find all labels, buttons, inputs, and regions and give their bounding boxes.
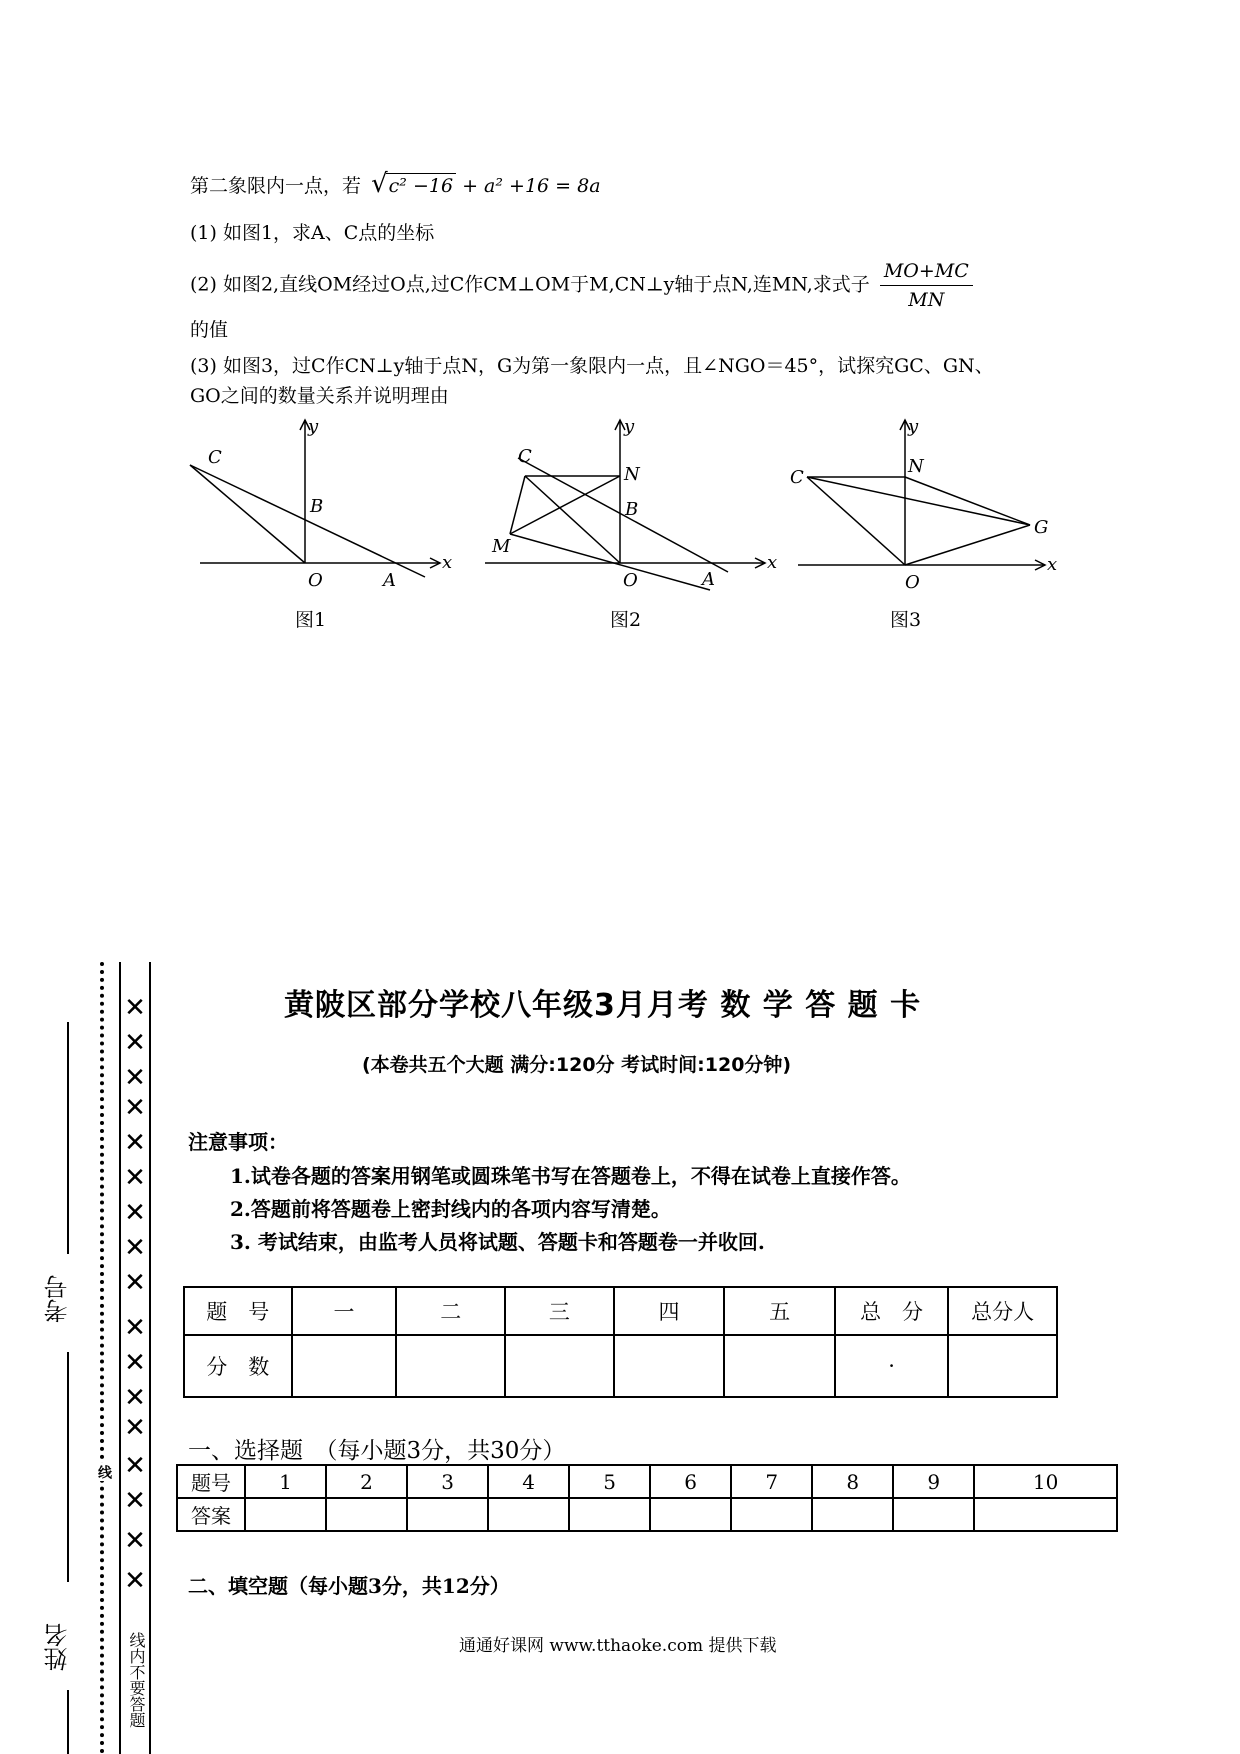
choice-number: 1 [245,1465,326,1498]
score-header-cell: 题 号 [184,1287,292,1335]
cross-mark: ✕ [124,1313,146,1343]
cross-mark: ✕ [124,993,146,1023]
fraction-denominator: MN [908,289,945,311]
answer-card-subtitle: (本卷共五个大题 满分:120分 考试时间:120分钟) [362,1054,792,1076]
fig3-n-label: N [908,456,924,477]
kaohao-blank-line [67,1022,69,1254]
xingming-label: 姓名 [44,1623,72,1671]
problem-part-2 [190,259,973,312]
fig2-a-label: A [702,569,715,590]
fig1-b-label: B [310,496,324,517]
choice-answer-row [177,1498,1117,1531]
fraction-numerator: MO+MC [880,259,973,286]
problem-part-3-line-1: (3) 如图3，过C作CN⊥y轴于点N，G为第一象限内一点，且∠NGO＝45°，试探究GC、GN、 [190,355,994,377]
figure-2 [480,410,780,644]
fig1-o-label: O [308,570,323,591]
fig3-c-label: C [790,467,804,488]
cross-mark: ✕ [124,1198,146,1228]
score-dot: · [888,1354,895,1378]
extra-blank-line [67,1690,69,1754]
figure-1 [180,410,460,644]
fig2-n-label: N [624,464,640,485]
fig3-caption: 图3 [890,609,922,631]
score-header-cell: 一 [292,1287,397,1335]
score-header-cell: 总 分 [835,1287,948,1335]
fig1-x-label: x [442,552,453,573]
choice-number: 6 [650,1465,731,1498]
score-cell[interactable] [505,1335,614,1397]
cross-mark: ✕ [124,1526,146,1556]
fig3-x-label: x [1047,554,1058,575]
choice-number: 3 [407,1465,488,1498]
choice-number-row [177,1465,1117,1498]
cross-mark: ✕ [124,1486,146,1516]
score-cell[interactable] [948,1335,1057,1397]
problem-part-2-text: (2) 如图2,直线OM经过O点,过C作CM⊥OM于M,CN⊥y轴于点N,连MN,求式子 [190,273,870,296]
section-1-heading: 一、选择题 （每小题3分，共30分） [188,1438,566,1464]
fig1-caption: 图1 [295,609,327,631]
fig2-m-label: M [492,536,511,557]
figure-3-diagram [790,410,1070,640]
score-cell[interactable] [614,1335,725,1397]
problem-part-3-line-2: GO之间的数量关系并说明理由 [190,385,449,407]
fig2-b-label: B [625,499,639,520]
choice-answer-cell[interactable] [488,1498,569,1531]
note-item: 1.试卷各题的答案用钢笔或圆珠笔书写在答题卷上，不得在试卷上直接作答。 [230,1164,911,1188]
choice-answer-cell[interactable] [326,1498,407,1531]
note-item: 3. 考试结束，由监考人员将试题、答题卡和答题卷一并收回. [230,1230,765,1254]
figure-3 [790,410,1070,644]
score-header-cell: 总分人 [948,1287,1057,1335]
cross-mark: ✕ [124,1128,146,1158]
score-table-header-row [184,1287,1057,1335]
score-table-value-row [184,1335,1057,1397]
choice-answer-cell[interactable] [245,1498,326,1531]
choice-number: 9 [893,1465,974,1498]
fig2-o-label: O [623,570,638,591]
choice-number: 7 [731,1465,812,1498]
choice-number: 8 [812,1465,893,1498]
choice-answer-cell[interactable] [407,1498,488,1531]
choice-number: 2 [326,1465,407,1498]
radicand: c² −16 [386,173,456,198]
score-header-cell: 二 [396,1287,505,1335]
problem-part-2-tail: 的值 [190,319,229,341]
score-cell[interactable] [292,1335,397,1397]
cross-mark: ✕ [124,1451,146,1481]
score-header-cell: 五 [724,1287,835,1335]
fig2-c-label: C [518,446,532,467]
footer-credit: 通通好课网 www.tthaoke.com 提供下载 [459,1636,777,1656]
score-table [183,1286,1058,1398]
score-cell[interactable] [396,1335,505,1397]
note-item: 2.答题前将答题卷上密封线内的各项内容写清楚。 [230,1197,671,1221]
fig1-c-label: C [208,447,222,468]
choice-answer-cell[interactable] [974,1498,1117,1531]
choice-row-label: 题号 [177,1465,245,1498]
fig3-y-label: y [908,416,919,437]
cross-mark: ✕ [124,1163,146,1193]
cross-mark: ✕ [124,1348,146,1378]
xingming-blank-line [67,1352,69,1582]
cross-mark: ✕ [124,1268,146,1298]
problem-line-1-text: 第二象限内一点，若 [190,175,362,197]
seal-line-text: 线内不要答题 [127,1632,146,1728]
fig1-y-label: y [308,416,319,437]
choice-number: 4 [488,1465,569,1498]
notes-heading: 注意事项： [188,1130,288,1154]
choice-answer-cell[interactable] [812,1498,893,1531]
choice-table [176,1464,1118,1532]
cross-mark: ✕ [124,1028,146,1058]
fig1-a-label: A [383,570,396,591]
problem-part-1: (1) 如图1，求A、C点的坐标 [190,222,435,244]
score-row-label: 分 数 [184,1335,292,1397]
cross-mark: ✕ [124,1233,146,1263]
cross-mark: ✕ [124,1093,146,1123]
choice-answer-cell[interactable] [893,1498,974,1531]
formula-rest: + a² +16 = 8a [462,175,601,197]
fig2-y-label: y [624,416,635,437]
cross-mark: ✕ [124,1413,146,1443]
fraction [880,259,973,312]
score-cell[interactable] [724,1335,835,1397]
choice-answer-cell[interactable] [731,1498,812,1531]
answer-card-title: 黄陂区部分学校八年级3月月考 数 学 答 题 卡 [284,988,922,1023]
notes-list [230,1160,911,1259]
choice-number: 5 [569,1465,650,1498]
score-cell-total[interactable] [835,1335,948,1397]
seal-char: 线 [96,1465,112,1479]
fig3-g-label: G [1034,517,1049,538]
choice-answer-cell[interactable] [569,1498,650,1531]
choice-answer-cell[interactable] [650,1498,731,1531]
section-2-heading: 二、填空题（每小题3分，共12分） [188,1574,510,1598]
fig3-o-label: O [905,572,920,593]
score-header-cell: 三 [505,1287,614,1335]
cross-mark: ✕ [124,1566,146,1596]
score-header-cell: 四 [614,1287,725,1335]
seal-dotted-line [100,962,104,1754]
choice-row-label: 答案 [177,1498,245,1531]
cross-mark: ✕ [124,1063,146,1093]
radical-sign: √ [371,169,388,199]
kaohao-label: 考号 [44,1275,72,1323]
fig2-x-label: x [767,552,778,573]
cross-mark: ✕ [124,1383,146,1413]
choice-number: 10 [974,1465,1117,1498]
problem-line-1 [190,169,601,199]
fig2-caption: 图2 [610,609,642,631]
